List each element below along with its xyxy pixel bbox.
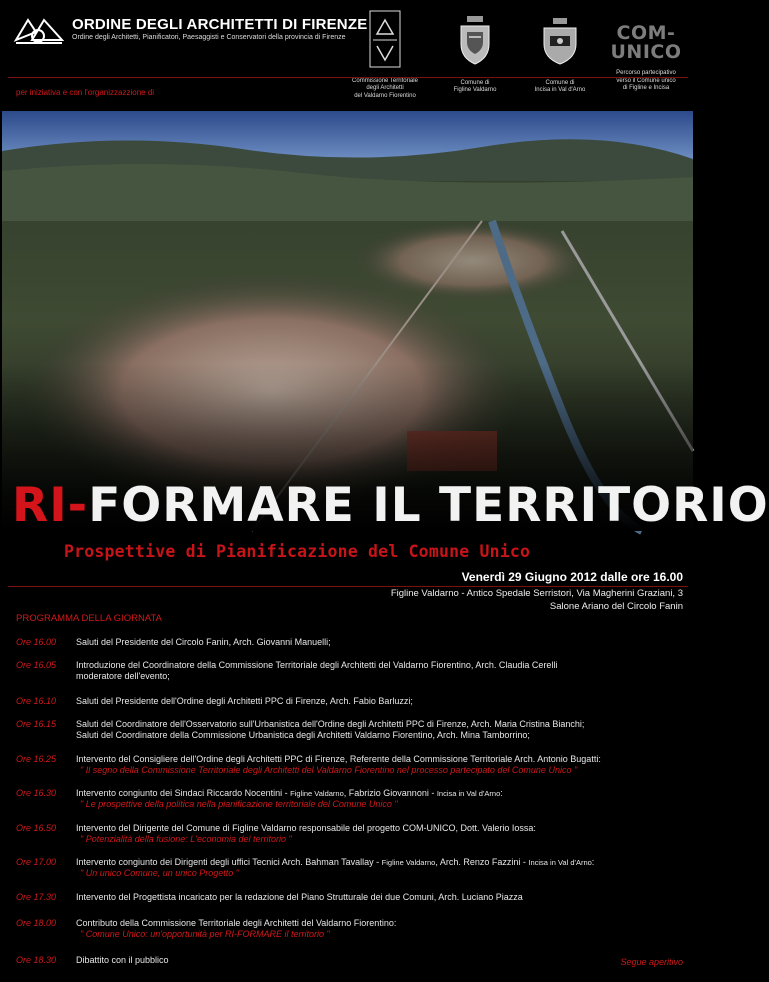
program-time: Ore 17.30 bbox=[16, 892, 57, 902]
comunico-logo: COM- UNICO bbox=[610, 22, 682, 63]
program-quote: " Un unico Comune, un unico Progetto " bbox=[80, 868, 239, 879]
program-time: Ore 17.00 bbox=[16, 857, 57, 867]
event-hall: Salone Ariano del Circolo Fanin bbox=[549, 601, 683, 612]
partner-line: Comune di bbox=[460, 79, 490, 86]
program-text: Saluti del Presidente del Circolo Fanin, Arch. Giovanni Manuelli; bbox=[76, 637, 331, 647]
event-place: Figline Valdarno - Antico Spedale Serristori, Via Magherini Graziani, 3 bbox=[390, 588, 683, 599]
program-time: Ore 16.00 bbox=[16, 637, 57, 647]
title-main: FORMARE IL TERRITORIO bbox=[88, 478, 769, 533]
partner-incisa bbox=[527, 10, 593, 95]
partner-line: Incisa in Val d'Arno bbox=[534, 87, 586, 93]
partner-line: Figline Valdarno bbox=[453, 87, 497, 93]
initiative-text: per iniziativa e con l'organizzazzione di bbox=[16, 88, 155, 97]
program-text: Intervento del Progettista incaricato per la redazione del Piano Strutturale dei due Comuni, Arch. Luciano Piazza bbox=[76, 892, 523, 902]
partner-line: Percorso partecipativo bbox=[616, 70, 676, 76]
partner-line: del Valdarno Fiorentino bbox=[354, 92, 416, 99]
program-text: Introduzione del Coordinatore della Commissione Territoriale degli Architetti del Valdarno Fiorentino, Arch. Claudia Cerelli bbox=[76, 660, 558, 670]
title-prefix: RI- bbox=[12, 478, 89, 533]
architects-order-logo bbox=[14, 16, 64, 46]
program-heading: PROGRAMMA DELLA GIORNATA bbox=[16, 613, 162, 624]
program-time: Ore 16.50 bbox=[16, 823, 57, 833]
program-time: Ore 16.15 bbox=[16, 719, 57, 729]
commission-logo bbox=[369, 10, 401, 68]
program-text: Intervento del Consigliere dell'Ordine degli Architetti PPC di Firenze, Referente della Commissione Territoriale Arch. Antonio Bugatti: bbox=[76, 754, 601, 764]
program-text: Saluti del Coordinatore della Commissione Urbanistica degli Architetti Valdarno Fiorentino, Arch. Mina Tamborrino; bbox=[76, 730, 530, 741]
program-text: Intervento congiunto dei Sindaci Riccardo Nocentini - Figline Valdarno, Fabrizio Giovannoni - Incisa in Val d'Arno: bbox=[76, 788, 503, 798]
partner-line: Commissione Territoriale bbox=[352, 77, 418, 84]
partner-commissione bbox=[350, 10, 420, 100]
program-text: Intervento del Dirigente del Comune di Figline Valdarno responsabile del progetto COM-UNICO, Dott. Valerio Iossa: bbox=[76, 823, 536, 833]
partner-line: Comune di bbox=[545, 79, 575, 86]
partner-line: verso il Comune unico bbox=[616, 77, 676, 84]
partner-line: di Figline e Incisa bbox=[622, 85, 670, 91]
program-text: Intervento congiunto dei Dirigenti degli uffici Tecnici Arch. Bahman Tavallay - Figline Valdarno, Arch. Renzo Fazzini - Incisa in Val d'Arno: bbox=[76, 857, 595, 867]
follow-note: Segue aperitivo bbox=[620, 957, 683, 967]
title-divider bbox=[8, 586, 688, 587]
program-time: Ore 16.25 bbox=[16, 754, 57, 764]
partner-line: degli Architetti bbox=[366, 85, 404, 91]
program-time: Ore 16.05 bbox=[16, 660, 57, 670]
program-text: Saluti del Coordinatore dell'Osservatorio sull'Urbanistica dell'Ordine degli Architetti PPC di Firenze, Arch. Maria Cristina Bianchi; bbox=[76, 719, 585, 729]
program-quote: " Le prospettive della politica nella pianificazione territoriale del Comune Unico " bbox=[80, 799, 398, 810]
program-quote: " Il segno della Commissione Territoriale degli Architetti del Valdarno Fiorentino nel processo partecipato del Comune Unico " bbox=[80, 765, 578, 776]
program-time: Ore 18.00 bbox=[16, 918, 57, 928]
event-subtitle: Prospettive di Pianificazione del Comune Unico bbox=[64, 542, 531, 561]
program-time: Ore 16.30 bbox=[16, 788, 57, 798]
partner-comunico bbox=[603, 10, 689, 93]
program-text: Dibattito con il pubblico bbox=[76, 955, 169, 965]
org-title: ORDINE DEGLI ARCHITETTI DI FIRENZE bbox=[72, 16, 368, 33]
header-divider bbox=[8, 77, 688, 78]
figline-coat-of-arms-icon bbox=[455, 10, 495, 70]
program-time: Ore 16.10 bbox=[16, 696, 57, 706]
program-quote: " Potenzialità della fusione: L'economia del territorio " bbox=[80, 834, 292, 845]
program-text: moderatore dell'evento; bbox=[76, 671, 170, 682]
program-quote: " Comune Unico: un'opportunità per RI-FORMARE il territorio " bbox=[80, 929, 330, 940]
incisa-coat-of-arms-icon bbox=[540, 10, 580, 70]
partner-figline bbox=[442, 10, 508, 95]
org-subtitle: Ordine degli Architetti, Pianificatori, Paesaggisti e Conservatori della provincia di Firenze bbox=[72, 34, 346, 41]
program-text: Contributo della Commissione Territoriale degli Architetti del Valdarno Fiorentino: bbox=[76, 918, 397, 928]
program-text: Saluti del Presidente dell'Ordine degli Architetti PPC di Firenze, Arch. Fabio Barluzzi; bbox=[76, 696, 413, 706]
aerial-photo bbox=[2, 111, 693, 531]
event-title bbox=[12, 478, 769, 534]
event-date: Venerdì 29 Giugno 2012 dalle ore 16.00 bbox=[461, 570, 683, 584]
program-time: Ore 18.30 bbox=[16, 955, 57, 965]
